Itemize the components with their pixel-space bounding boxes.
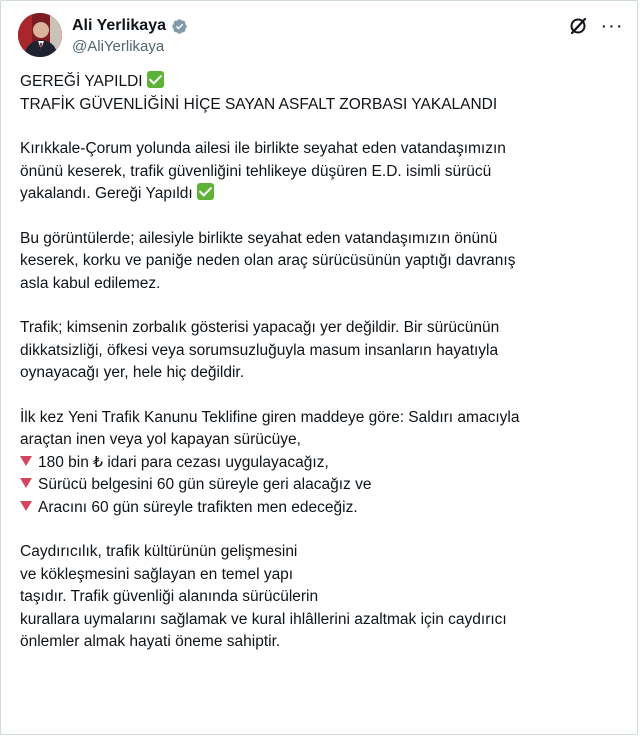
more-options-icon[interactable]: ··· xyxy=(600,14,624,37)
profile-photo-icon xyxy=(18,13,62,57)
p3-line-3: oynayacağı yer, hele hiç değildir. xyxy=(20,364,245,381)
red-triangle-down-icon xyxy=(20,478,32,488)
red-triangle-down-icon xyxy=(20,501,32,511)
headline-line-2: TRAFİK GÜVENLİĞİNİ HİÇE SAYAN ASFALT ZORBASI YAKALANDI xyxy=(20,95,498,113)
bullet-item: Aracını 60 gün süreyle trafikten men edeceğiz. xyxy=(20,497,623,520)
handle[interactable]: @AliYerlikaya xyxy=(72,38,165,55)
tweet-header xyxy=(18,13,623,61)
avatar[interactable] xyxy=(18,13,62,57)
p1-line-1: Kırıkkale-Çorum yolunda ailesi ile birlikte seyahat eden vatandaşımızın xyxy=(20,140,506,157)
display-name[interactable]: Ali Yerlikaya xyxy=(72,17,166,34)
p5-line-2: ve kökleşmesini sağlayan en temel yapı xyxy=(20,565,294,583)
tweet-text xyxy=(20,71,623,676)
grok-icon[interactable] xyxy=(567,15,589,37)
bullet-item: 180 bin ₺ idari para cezası uygulayacağız, xyxy=(20,452,623,475)
p4-line-1: İlk kez Yeni Trafik Kanunu Teklifine giren maddeye göre: Saldırı amacıyla xyxy=(20,408,520,426)
p5-line-4: kurallara uymalarını sağlamak ve kural ihlâllerini azaltmak için caydırıcı xyxy=(20,610,507,628)
check-mark-emoji-icon xyxy=(197,183,214,200)
bullet-item: Sürücü belgesini 60 gün süreyle geri alacağız ve xyxy=(20,474,623,497)
p3-line-1: Trafik; kimsenin zorbalık gösterisi yapacağı yer değildir. Bir sürücünün xyxy=(20,319,500,336)
p1-line-3: yakalandı. Gereği Yapıldı xyxy=(20,185,193,202)
paragraph-2 xyxy=(20,228,623,296)
red-triangle-down-icon xyxy=(20,456,32,466)
p5-line-3: taşıdır. Trafik güvenliği alanında sürücülerin xyxy=(20,588,319,605)
display-name-row xyxy=(72,15,188,37)
p2-line-3: asla kabul edilemez. xyxy=(20,274,161,292)
paragraph-5 xyxy=(20,541,623,654)
paragraph-3 xyxy=(20,317,623,385)
p4-line-2: araçtan inen veya yol kapayan sürücüye, xyxy=(20,431,301,448)
paragraph-4 xyxy=(20,407,623,520)
paragraph-1 xyxy=(20,138,623,206)
p3-line-2: dikkatsizliği, öfkesi veya sorumsuzluğuyla masum insanların hayatıyla xyxy=(20,341,499,359)
verified-badge-icon xyxy=(171,18,188,35)
p1-line-2: önünü keserek, trafik güvenliğini tehlikeye düşüren E.D. isimli sürücü xyxy=(20,162,492,180)
p2-line-1: Bu görüntülerde; ailesiyle birlikte seyahat eden vatandaşımızın önünü xyxy=(20,229,498,247)
check-mark-emoji-icon xyxy=(147,71,164,88)
headline xyxy=(20,71,623,116)
p5-line-5: önlemler almak hayati öneme sahiptir. xyxy=(20,633,281,650)
p2-line-2: keserek, korku ve paniğe neden olan araç sürücüsünün yaptığı davranış xyxy=(20,252,516,269)
header-actions xyxy=(567,13,623,39)
p5-line-1: Caydırıcılık, trafik kültürünün gelişmesini xyxy=(20,543,298,560)
headline-line-1: GEREĞİ YAPILDI xyxy=(20,73,143,90)
author-names xyxy=(72,15,188,55)
